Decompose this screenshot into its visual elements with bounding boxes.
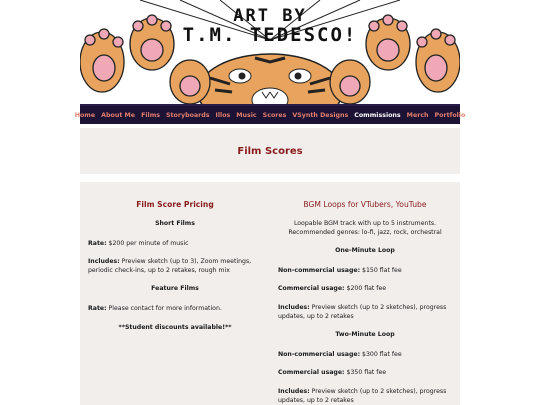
- feature-films-rate: [88, 305, 262, 314]
- nav-illos[interactable]: Illos: [215, 111, 231, 119]
- noncommercial-label: Non-commercial usage:: [278, 350, 361, 358]
- noncommercial-label: Non-commercial usage:: [278, 266, 361, 274]
- nav-films[interactable]: Films: [141, 111, 161, 119]
- commercial-label: Commercial usage:: [278, 369, 345, 377]
- commercial-value: $350 flat fee: [344, 369, 387, 377]
- two-minute-includes: [278, 388, 452, 405]
- nav-vsynth-designs[interactable]: VSynth Designs: [292, 111, 349, 119]
- one-minute-commercial: [278, 285, 452, 294]
- bgm-loops-column: [278, 200, 452, 405]
- main-nav: [74, 104, 466, 124]
- includes-value: Preview sketch (up to 3), Zoom meetings, periodic check-ins, up to 2 retakes, rough mix: [88, 258, 252, 274]
- includes-value: Preview sketch (up to 2 sketches), progress updates, up to 2 retakes: [278, 303, 447, 320]
- nav-portfolio[interactable]: Portfolio: [434, 111, 466, 119]
- student-discount-note: **Student discounts available!**: [118, 323, 232, 331]
- short-films-rate: [88, 240, 262, 249]
- nav-commissions[interactable]: Commissions: [354, 111, 401, 119]
- page-title: Film Scores: [237, 145, 303, 157]
- rate-label: Rate:: [88, 239, 107, 247]
- commercial-label: Commercial usage:: [278, 285, 345, 293]
- includes-label: Includes:: [278, 387, 310, 395]
- rate-value: Please contact for more information.: [106, 304, 222, 312]
- banner-title-line1: ART BY: [233, 6, 307, 26]
- bgm-intro-line2: Recommended genres: lo-fi, jazz, rock, orchestral: [288, 228, 442, 236]
- includes-value: Preview sketch (up to 2 sketches), progress updates, up to 2 retakes: [278, 387, 447, 404]
- nav-merch[interactable]: Merch: [406, 111, 429, 119]
- nav-music[interactable]: Music: [236, 111, 257, 119]
- banner-title-line2: T.M. TEDESCO!: [182, 24, 358, 46]
- nav-scores[interactable]: Scores: [262, 111, 287, 119]
- film-score-pricing-column: [88, 200, 262, 405]
- nav-storyboards[interactable]: Storyboards: [166, 111, 210, 119]
- pricing-card: [80, 182, 460, 405]
- two-minute-commercial: [278, 369, 452, 378]
- nav-home[interactable]: Home: [74, 111, 96, 119]
- includes-label: Includes:: [278, 303, 310, 311]
- one-minute-loop-heading: One-Minute Loop: [335, 247, 395, 255]
- bgm-intro-line1: Loopable BGM track with up to 5 instruments.: [293, 220, 437, 227]
- commercial-value: $200 flat fee: [344, 285, 387, 293]
- includes-label: Includes:: [88, 258, 120, 266]
- feature-films-heading: Feature Films: [151, 285, 199, 293]
- one-minute-noncommercial: [278, 267, 452, 276]
- rate-value: $200 per minute of music: [106, 239, 189, 247]
- nav-about-me[interactable]: About Me: [101, 111, 136, 119]
- noncommercial-value: $300 flat fee: [360, 350, 402, 358]
- two-minute-noncommercial: [278, 351, 452, 360]
- page-title-card: [80, 128, 460, 174]
- bgm-loops-title: BGM Loops for VTubers, YouTube: [303, 200, 427, 209]
- rate-label: Rate:: [88, 304, 107, 312]
- one-minute-includes: [278, 304, 452, 321]
- film-score-pricing-title: Film Score Pricing: [136, 200, 214, 209]
- noncommercial-value: $150 flat fee: [360, 266, 402, 274]
- site-banner: [80, 0, 460, 104]
- short-films-heading: Short Films: [155, 220, 195, 227]
- short-films-includes: [88, 258, 262, 275]
- two-minute-loop-heading: Two-Minute Loop: [335, 331, 395, 339]
